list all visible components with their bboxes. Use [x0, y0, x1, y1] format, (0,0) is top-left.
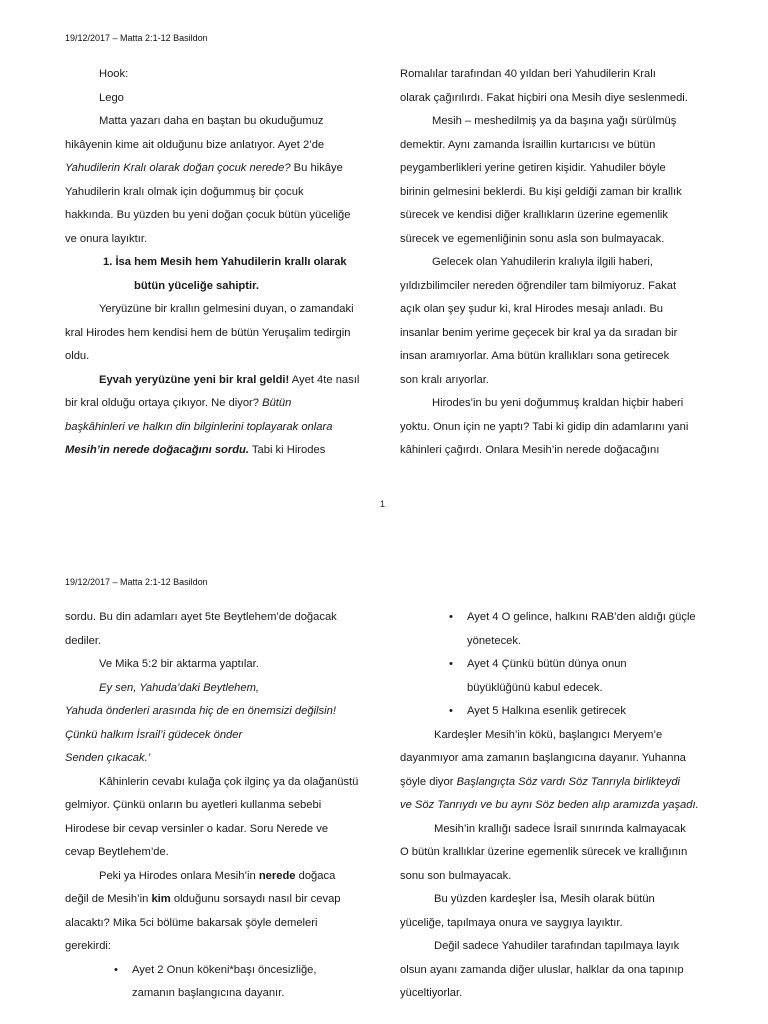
text-line: Gelecek olan Yahudilerin kralıyla ilgili haberi, — [432, 256, 653, 268]
text-line: yüceliğe, tapılmaya onura ve saygıya layıktır. — [400, 916, 623, 929]
text-line: bütün yüceliğe sahiptir. — [134, 279, 259, 292]
bullet-icon: • — [114, 963, 118, 976]
text-line: Peki ya Hirodes onlara Mesih’in nerede doğaca — [99, 869, 336, 882]
text-line: gelmiyor. Çünkü onların bu ayetleri kullanma sebebi — [65, 799, 322, 811]
bullet-text: Ayet 4 Çünkü bütün dünya onun — [467, 658, 627, 670]
text-line: hakkında. Bu yüzden bu yeni doğan çocuk bütün yüceliğe — [65, 209, 351, 221]
text-line: sonu son bulmayacak. — [400, 869, 512, 882]
text-line: cevap Beytlehem’de. — [65, 846, 169, 858]
text-line: başkâhinleri ve halkın din bilginlerini toplayarak onlara — [65, 420, 333, 433]
text-line: Yahudilerin kralı olmak için doğummuş bir çocuk — [65, 185, 304, 198]
text-line: dediler. — [65, 634, 102, 647]
text-line: Hook: — [99, 68, 129, 80]
bullet-text-continuation: büyüklüğünü kabul edecek. — [467, 681, 603, 694]
text-line: olarak çağırılırdı. Fakat hiçbiri ona Mesih diye seslenmedi. — [400, 91, 688, 104]
left-column — [65, 63, 370, 463]
text-line: alacaktı? Mika 5ci bölüme bakarsak şöyle demeleri — [65, 916, 318, 929]
text-line: oldu. — [65, 350, 90, 362]
text-line: O bütün krallıklar üzerine egemenlik sürecek ve krallığının — [400, 846, 688, 858]
text-line: 1. İsa hem Mesih hem Yahudilerin krallı olarak — [103, 256, 347, 268]
text-line: insanlar benim yerime geçecek bir kral ya da sıradan bir — [400, 326, 678, 339]
text-line: Lego — [99, 91, 124, 104]
text-line: son kralı arıyorlar. — [400, 373, 489, 386]
text-line: bir kral olduğu ortaya çıkıyor. Ne diyor? Bütün — [65, 397, 292, 409]
text-line: Bu yüzden kardeşler İsa, Mesih olarak bütün — [434, 893, 655, 905]
text-line: birinin gelmesini beklerdi. Bu kişi geldiği zaman bir krallık — [400, 185, 682, 198]
page-header: 19/12/2017 – Matta 2:1-12 Basildon — [65, 33, 208, 43]
text-line: sürecek ve kendisi diğer krallıkların üzerine egemenlik — [400, 209, 669, 221]
text-line: sürecek ve egemenliğinin sonu asla son bulmayacak. — [400, 232, 665, 245]
document-page-2 — [0, 540, 768, 1024]
text-line: Hirodes’in bu yeni doğummuş kraldan hiçbir haberi — [432, 397, 684, 409]
text-line: yüceltiyorlar. — [400, 987, 463, 999]
text-line: ve onura layıktır. — [65, 232, 148, 245]
text-line: Yahudilerin Kralı olarak doğan çocuk nerede? Bu hikâye — [65, 162, 343, 174]
bullet-text-continuation: zamanın başlangıcına dayanır. — [132, 987, 285, 999]
bullet-item — [400, 606, 705, 630]
text-line: Senden çıkacak.’ — [65, 752, 151, 764]
page-number: 1 — [380, 499, 386, 509]
text-line: Yahuda önderleri arasında hiç de en önemsizi değilsin! — [65, 705, 336, 717]
bullet-text: Ayet 4 O gelince, halkını RAB’den aldığı güçle — [467, 611, 696, 623]
text-line: Hirodese bir cevap versinler o kadar. Soru Nerede ve — [65, 822, 329, 835]
text-line: ve Söz Tanrıydı ve bu aynı Söz beden alıp aramızda yaşadı. — [400, 799, 699, 811]
text-line: şöyle diyor Başlangıçta Söz vardı Söz Tanrıyla birlikteydi — [400, 775, 681, 788]
bullet-item — [65, 959, 370, 983]
bullet-icon: • — [449, 705, 453, 717]
text-line: değil de Mesih’in kim olduğunu sorsaydı nasıl bir cevap — [65, 893, 341, 905]
text-line: gerekirdi: — [65, 940, 112, 952]
bullet-text-continuation: yönetecek. — [467, 634, 522, 647]
right-column — [400, 606, 705, 1006]
text-line: Ey sen, Yahuda’daki Beytlehem, — [99, 681, 260, 694]
text-line: kâhinleri çağırdı. Onlara Mesih’in nerede doğacağını — [400, 444, 660, 456]
bullet-icon: • — [449, 658, 453, 670]
text-line: Yeryüzüne bir krallın gelmesini duyan, o zamandaki — [99, 303, 354, 315]
text-line: açık olan şey şudur ki, kral Hirodes mesajı anladı. Bu — [400, 303, 664, 315]
text-line: sordu. Bu din adamları ayet 5te Beytlehem’de doğacak — [65, 611, 337, 623]
text-line: yoktu. Onun için ne yaptı? Tabi ki gidip din adamlarını yani — [400, 420, 689, 433]
text-line: Matta yazarı daha en baştan bu okuduğumuz — [99, 115, 324, 127]
text-line: kral Hirodes hem kendisi hem de bütün Yeruşalim tedirgin — [65, 326, 351, 339]
text-line: peygamberlikleri yerine getiren kişidir. Yahudiler böyle — [400, 162, 666, 174]
bullet-item — [400, 700, 705, 724]
text-line: Ve Mika 5:2 bir aktarma yaptılar. — [99, 658, 259, 670]
text-line: Mesih’in krallığı sadece İsrail sınırında kalmayacak — [434, 822, 686, 835]
text-line: Çünkü halkım İsrail’i güdecek önder — [65, 728, 243, 741]
text-line: yıldızbilimciler nereden öğrendiler tam bilmiyoruz. Fakat — [400, 279, 677, 292]
bullet-item — [400, 653, 705, 677]
right-column — [400, 63, 705, 463]
bullet-icon: • — [449, 611, 453, 623]
text-line: Değil sadece Yahudiler tarafından tapılmaya layık — [434, 940, 680, 952]
bullet-text: Ayet 2 Onun kökeni*başı öncesizliğe, — [132, 963, 317, 976]
page-header: 19/12/2017 – Matta 2:1-12 Basildon — [65, 577, 208, 587]
left-column — [65, 606, 370, 1006]
text-line: Mesih’in nerede doğacağını sordu. Tabi ki Hirodes — [65, 444, 326, 456]
text-line: demektir. Aynı zamanda İsraillin kurtarıcısı ve bütün — [400, 138, 656, 151]
text-line: olsun ayanı zamanda diğer uluslar, halklar da ona tapınıp — [400, 963, 684, 976]
text-line: Eyvah yeryüzüne yeni bir kral geldi! Ayet 4te nasıl — [99, 373, 360, 386]
text-line: Romalılar tarafından 40 yıldan beri Yahudilerin Kralı — [400, 68, 656, 80]
text-line: hikâyenin kime ait olduğunu bize anlatıyor. Ayet 2’de — [65, 138, 325, 151]
page-break — [0, 525, 768, 535]
text-line: Kâhinlerin cevabı kulağa çok ilginç ya da olağanüstü — [99, 775, 359, 788]
text-line: dayanmıyor ama zamanın başlangıcına dayanır. Yuhanna — [400, 752, 686, 764]
bullet-text: Ayet 5 Halkına esenlik getirecek — [467, 705, 626, 717]
text-line: Kardeşler Mesih’in kökü, başlangıcı Meryem’e — [434, 728, 663, 741]
text-line: insan aramıyorlar. Ama bütün krallıkları sona getirecek — [400, 350, 670, 362]
text-line: Mesih – meshedilmiş ya da başına yağı sürülmüş — [432, 115, 677, 127]
